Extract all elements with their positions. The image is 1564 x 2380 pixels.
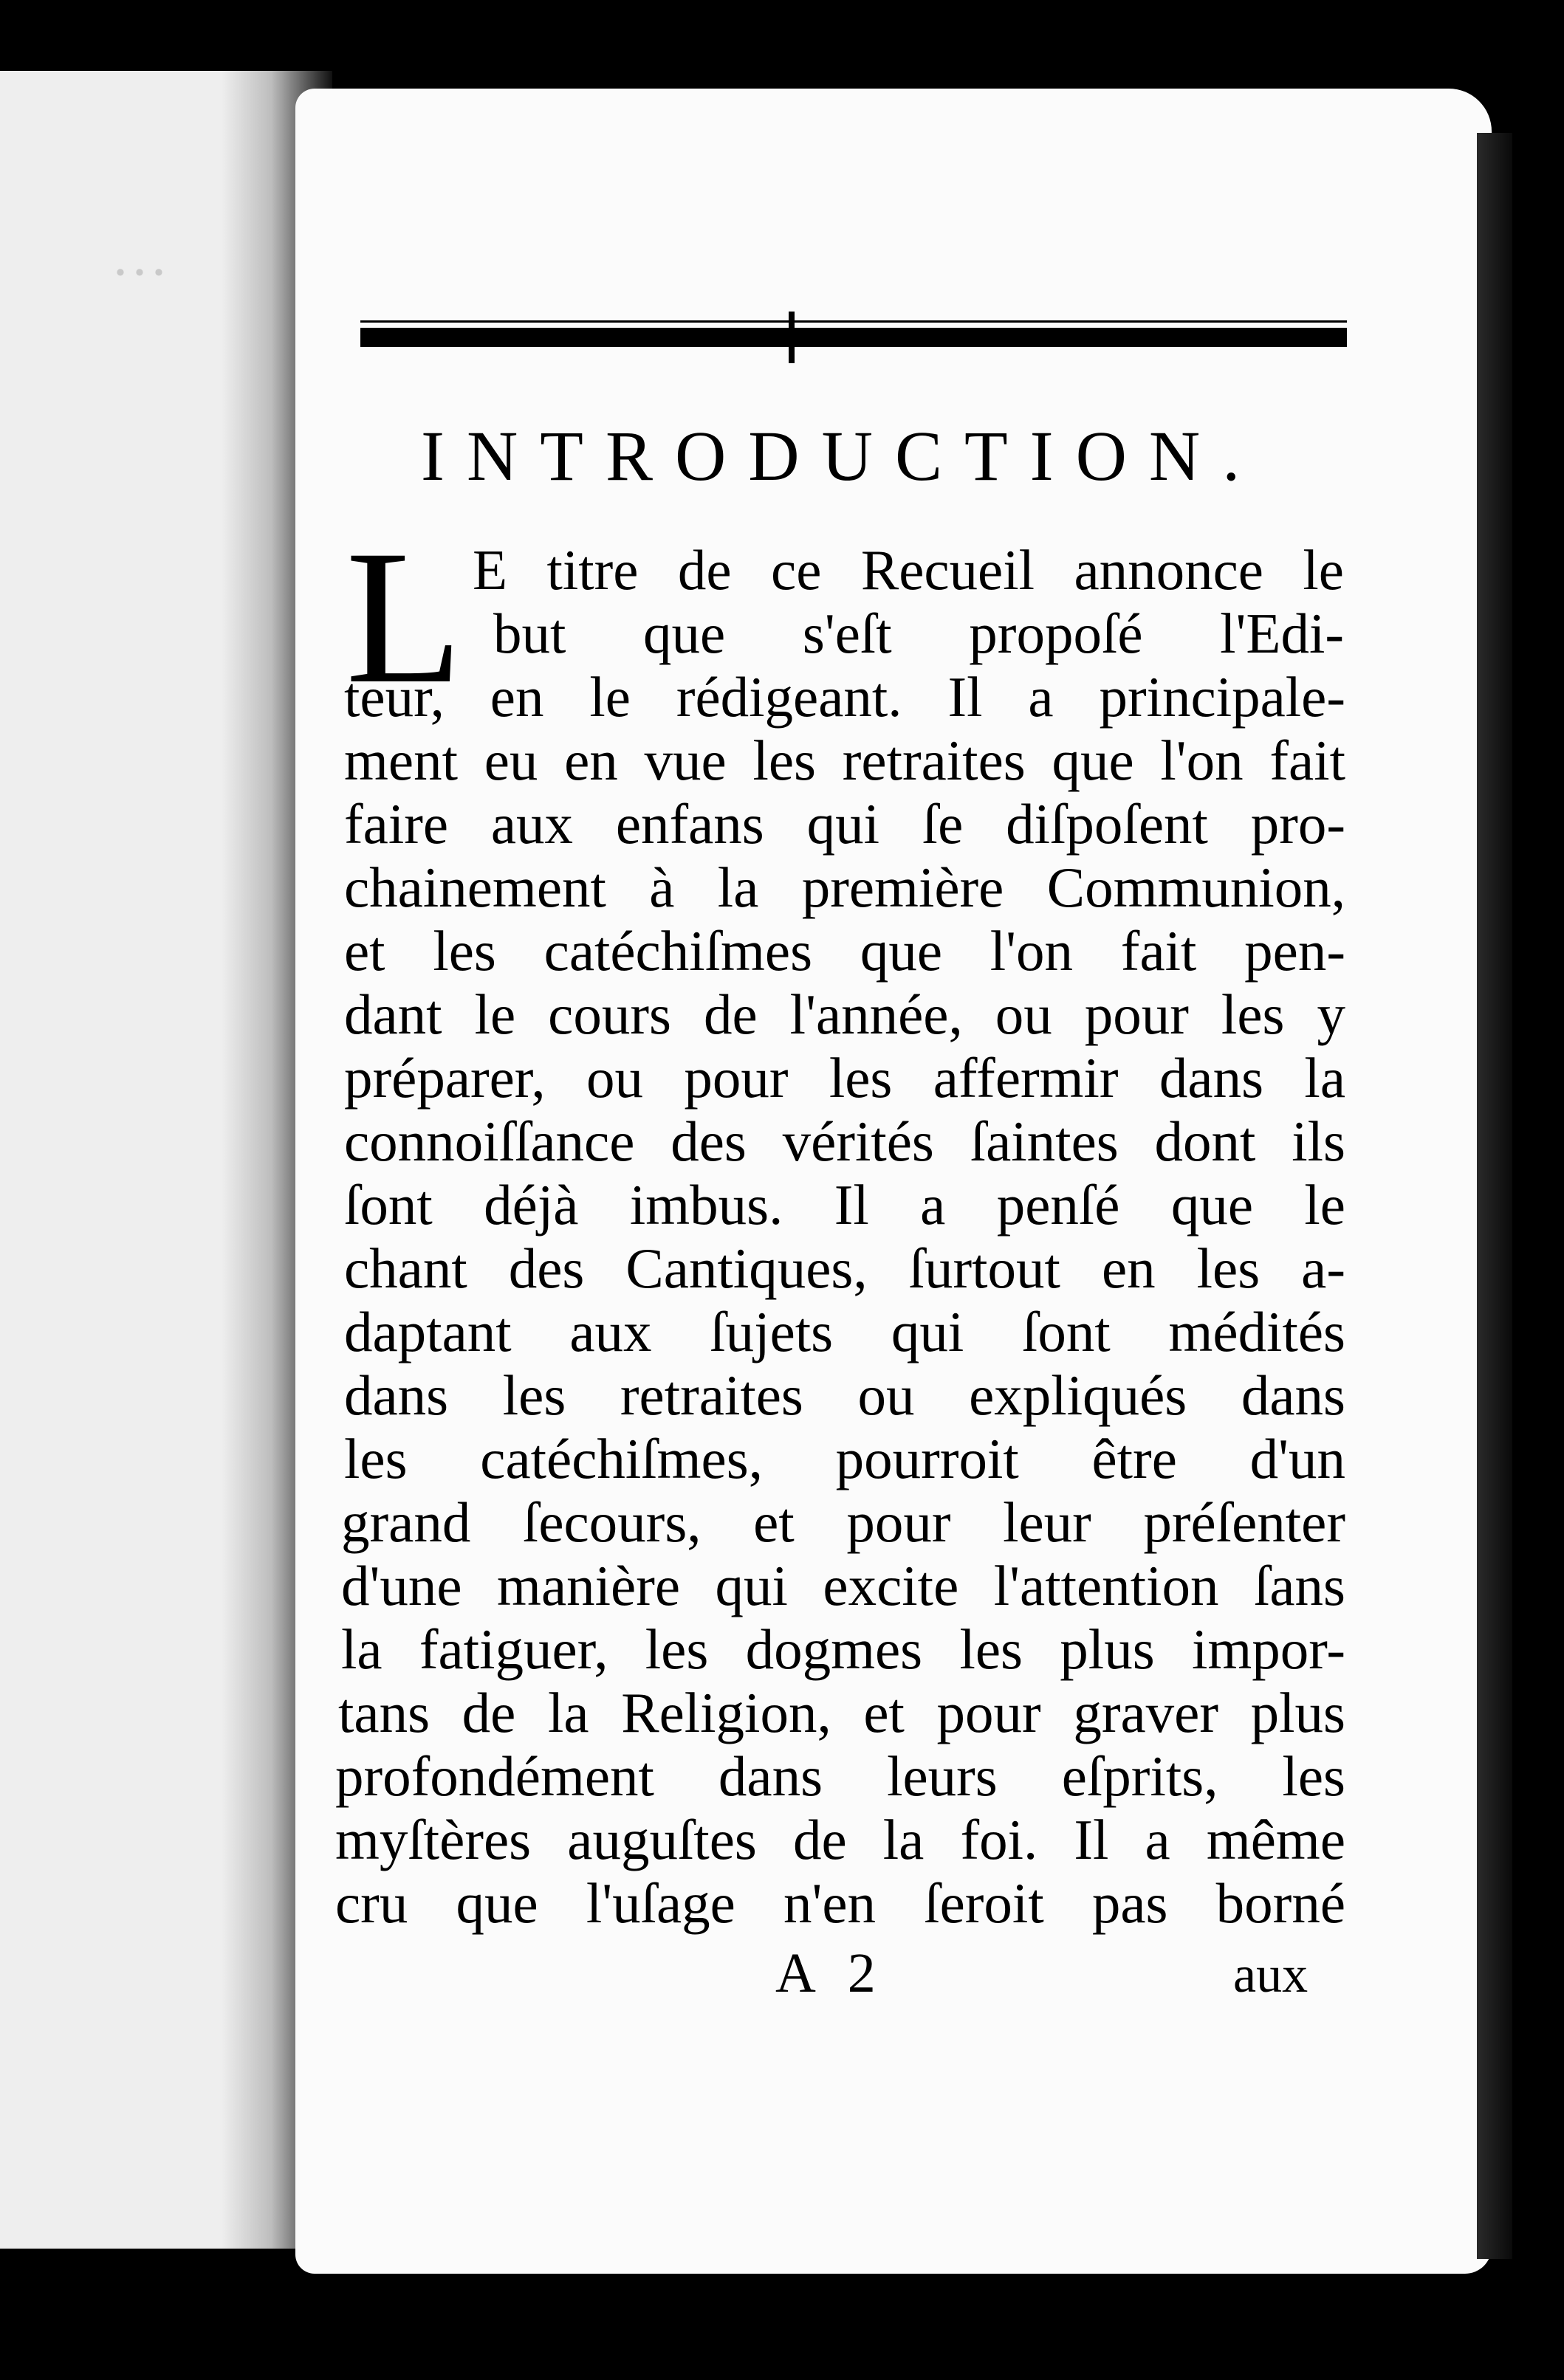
text-line: ment eu en vue les retraites que l'on fait: [344, 729, 1345, 792]
text-line: grand ſecours, et pour leur préſenter: [341, 1490, 1345, 1554]
text-line: but que s'eſt propoſé l'Edi-: [493, 602, 1344, 665]
catchword: aux: [1233, 1947, 1309, 2004]
page-edge-shadow: [1477, 133, 1512, 2259]
page-title: INTRODUCTION.: [421, 416, 1263, 495]
text-line: ſont déjà imbus. Il a penſé que le: [344, 1173, 1345, 1237]
text-line: E titre de ce Recueil annonce le: [473, 538, 1344, 602]
text-line: d'une manière qui excite l'attention ſans: [341, 1554, 1345, 1617]
text-line: tans de la Religion, et pour graver plus: [338, 1681, 1345, 1744]
text-line: profondément dans leurs eſprits, les: [335, 1744, 1345, 1808]
text-line: faire aux enfans qui ſe diſpoſent pro-: [344, 792, 1345, 856]
text-line: dans les retraites ou expliqués dans: [344, 1363, 1345, 1427]
text-line: préparer, ou pour les affermir dans la: [344, 1046, 1345, 1110]
text-line: myſtères auguſtes de la foi. Il a même: [335, 1808, 1345, 1871]
text-line: daptant aux ſujets qui ſont médités: [344, 1300, 1345, 1363]
text-line: chainement à la première Communion,: [344, 856, 1345, 919]
text-line: et les catéchiſmes que l'on fait pen-: [344, 919, 1345, 983]
text-line: teur, en le rédigeant. Il a principale-: [344, 665, 1345, 729]
text-line: la fatiguer, les dogmes les plus impor-: [341, 1617, 1345, 1681]
text-line: dant le cours de l'année, ou pour les y: [344, 983, 1345, 1046]
signature-mark: A 2: [775, 1942, 886, 2004]
text-line: connoiſſance des vérités ſaintes dont ils: [344, 1110, 1345, 1173]
text-line: cru que l'uſage n'en ſeroit pas borné: [335, 1871, 1345, 1935]
facing-page-bleed-mark: ···: [111, 240, 168, 304]
text-line: les catéchiſmes, pourroit être d'un: [344, 1427, 1345, 1490]
text-line: chant des Cantiques, ſurtout en les a-: [344, 1237, 1345, 1300]
header-rule-ornament: [360, 328, 1347, 347]
drop-cap: L: [346, 511, 463, 723]
